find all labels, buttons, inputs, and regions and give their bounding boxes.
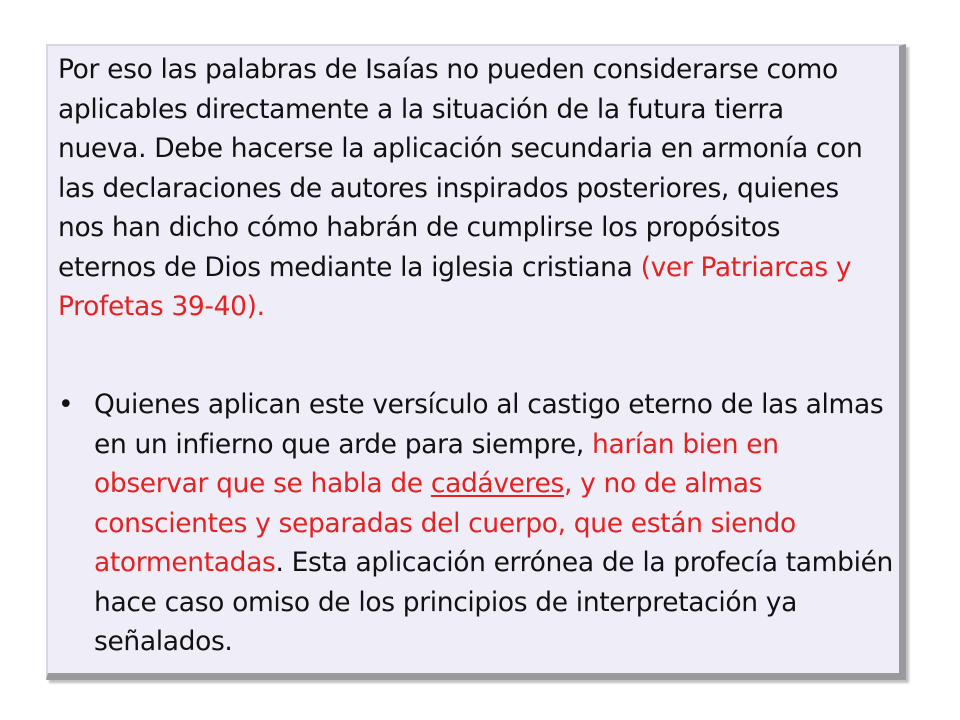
bullet-marker: • (58, 389, 74, 420)
intro-paragraph (58, 50, 878, 327)
bullet-text (94, 385, 894, 662)
bullet-red-text-1: harían bien en observar que se habla de (94, 428, 779, 499)
paragraph-reference: (ver Patriarcas y Profetas 39-40). (58, 251, 852, 322)
bullet-red-text-2: , y no de almas conscientes y separadas del cuerpo, que están siendo atormentadas (94, 468, 796, 578)
paragraph-main-text: Por eso las palabras de Isaías no pueden considerarse como aplicables directamente a la situación de la futura tierra nueva. Debe hacerse la aplicación secundaria en armonía con las declaraciones de autores inspirados posteriores, quienes nos han dicho cómo habrán de cumplirse los propósitos eternos de Dios mediante la iglesia cristiana (58, 54, 863, 283)
bullet-emphasis: cadáveres (430, 468, 564, 499)
bullet-end: . Esta aplicación errónea de la profecía también hace caso omiso de los principios de interpretación ya señalados. (94, 547, 893, 657)
bullet-intro: Quienes aplican este versículo al castigo eterno de las almas en un infierno que arde para siempre, (94, 389, 884, 460)
